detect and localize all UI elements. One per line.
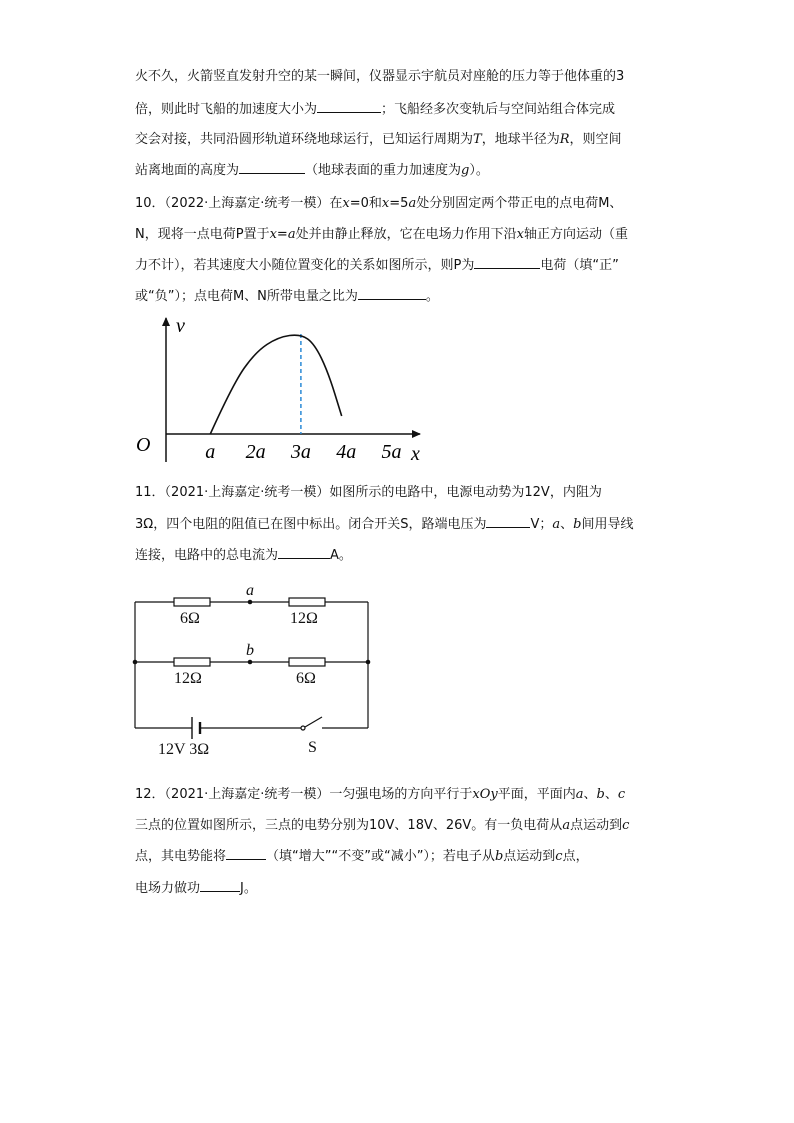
q10-line-3: [135, 256, 619, 275]
var-x: x: [516, 227, 524, 242]
text: （填“增大”“不变”或“减小”）；若电子从: [266, 849, 495, 864]
text: 站离地面的高度为: [135, 163, 240, 178]
text: 、: [583, 787, 597, 802]
q10-line-4: [135, 287, 439, 306]
junction-dot: [366, 660, 371, 665]
node-a-dot: [248, 600, 253, 605]
switch-lever: [305, 717, 322, 727]
q12-line-3: [135, 847, 589, 866]
junction-dot: [133, 660, 138, 665]
x-tick-label: 2a: [245, 441, 266, 463]
resistor-mid-right-label: 6Ω: [296, 670, 316, 687]
text: 12．（2021·上海嘉定·统考一模）一匀强电场的方向平行于: [135, 787, 473, 802]
q9-line-2: [135, 100, 615, 119]
var-b: b: [573, 517, 582, 532]
node-b-label: b: [246, 642, 254, 659]
var-x: x: [381, 196, 390, 211]
answer-blank[interactable]: [358, 287, 426, 300]
text: 连接，电路中的总电流为: [135, 548, 279, 563]
answer-blank[interactable]: [239, 161, 305, 174]
text: 交会对接，共同沿圆形轨道环绕地球运行，已知运行周期为: [135, 132, 474, 147]
resistor-mid-left-label: 12Ω: [174, 670, 202, 687]
var-x: x: [342, 196, 350, 211]
q11-line-2: [135, 515, 634, 534]
q9-line-1: 火不久，火箭竖直发射升空的某一瞬间，仪器显示宇航员对座舱的压力等于他体重的3: [135, 69, 625, 84]
text: 点运动到: [503, 849, 556, 864]
var-a: a: [552, 517, 561, 532]
text: 平面，平面内: [497, 787, 576, 802]
var-a: a: [575, 787, 584, 802]
q9-line-2-b: ；飞船经多次变轨后与空间站组合体完成: [381, 102, 616, 117]
text: 电荷（填“正”: [540, 258, 619, 273]
text: 。: [425, 289, 439, 304]
text: 10．（2022·上海嘉定·统考一模）在: [135, 196, 343, 211]
text: =0和: [349, 196, 382, 211]
origin-label: O: [136, 434, 151, 456]
q9-line-4: [135, 161, 489, 180]
node-a-label: a: [246, 582, 254, 599]
text: （地球表面的重力加速度为: [305, 163, 462, 178]
text: J。: [240, 881, 257, 896]
var-a: a: [408, 196, 417, 211]
x-tick-label: 5a: [381, 441, 402, 463]
text: 处分别固定两个带正电的点电荷M、: [416, 196, 623, 211]
text: 3Ω，四个电阻的阻值已在图中标出。闭合开关S，路端电压为: [135, 517, 487, 532]
var-g: g: [461, 163, 470, 178]
text: N，现将一点电荷P置于: [135, 227, 270, 242]
node-b-dot: [248, 660, 253, 665]
var-c: c: [555, 849, 563, 864]
switch-label: S: [308, 739, 317, 756]
text: V；: [530, 517, 553, 532]
text: ）。: [469, 163, 489, 178]
text: ，地球半径为: [481, 132, 560, 147]
resistor-top-right: [289, 598, 325, 606]
q10-line-1: [135, 195, 622, 213]
var-a: a: [287, 227, 296, 242]
velocity-curve: [210, 335, 341, 434]
q10-line-2: [135, 226, 628, 244]
var-b: b: [596, 787, 605, 802]
text: 点，: [562, 849, 589, 864]
resistor-mid-left: [174, 658, 210, 666]
resistor-top-right-label: 12Ω: [290, 610, 318, 627]
q12-line-4: [135, 879, 257, 898]
text: 轴正方向运动（重: [523, 227, 628, 242]
var-b: b: [494, 849, 504, 864]
battery-label: 12V 3Ω: [158, 741, 210, 758]
text: 点运动到: [570, 818, 623, 833]
answer-blank[interactable]: [200, 879, 240, 892]
text: 电场力做功: [135, 881, 201, 896]
var-R: R: [559, 132, 570, 147]
text: 处并由静止释放，它在电场力作用下沿: [295, 227, 517, 242]
resistor-top-left: [174, 598, 210, 606]
text: 间用导线: [581, 517, 634, 532]
text: 或“负”）；点电荷M、N所带电量之比为: [135, 289, 358, 304]
x-axis-label: x: [411, 443, 420, 465]
resistor-mid-right: [289, 658, 325, 666]
q11-line-3: [135, 546, 352, 565]
var-T: T: [473, 132, 482, 147]
resistor-top-left-label: 6Ω: [180, 610, 200, 627]
x-tick-label: a: [205, 441, 216, 463]
circuit-diagram: [128, 578, 378, 758]
text: ，则空间: [569, 132, 622, 147]
x-tick-label: 3a: [290, 441, 311, 463]
answer-blank[interactable]: [278, 546, 330, 559]
text: 点，其电势能将: [135, 849, 227, 864]
y-axis-label: v: [176, 315, 185, 337]
q9-line-3: [135, 131, 622, 149]
q12-line-1: [135, 786, 625, 804]
var-x: x: [269, 227, 277, 242]
answer-blank[interactable]: [317, 100, 381, 113]
q12-line-2: [135, 817, 629, 835]
text: =: [276, 227, 288, 242]
var-c: c: [617, 787, 626, 802]
text: 、: [560, 517, 574, 532]
var-a: a: [562, 818, 571, 833]
answer-blank[interactable]: [226, 847, 266, 860]
q11-line-1: 11．（2021·上海嘉定·统考一模）如图所示的电路中，电源电动势为12V，内阻为: [135, 485, 602, 500]
text: A。: [330, 548, 352, 563]
var-xOy: xOy: [472, 787, 498, 802]
text: =5: [389, 196, 409, 211]
velocity-position-graph: [130, 310, 430, 470]
text: 、: [604, 787, 618, 802]
answer-blank[interactable]: [486, 515, 530, 528]
switch-contact: [301, 726, 305, 730]
q9-line-2-a: 倍，则此时飞船的加速度大小为: [135, 102, 318, 117]
answer-blank[interactable]: [474, 256, 540, 269]
var-c: c: [622, 818, 630, 833]
text: 三点的位置如图所示，三点的电势分别为10V、18V、26V。有一负电荷从: [135, 818, 563, 833]
text: 力不计），若其速度大小随位置变化的关系如图所示，则P为: [135, 258, 475, 273]
x-tick-label: 4a: [336, 441, 357, 463]
